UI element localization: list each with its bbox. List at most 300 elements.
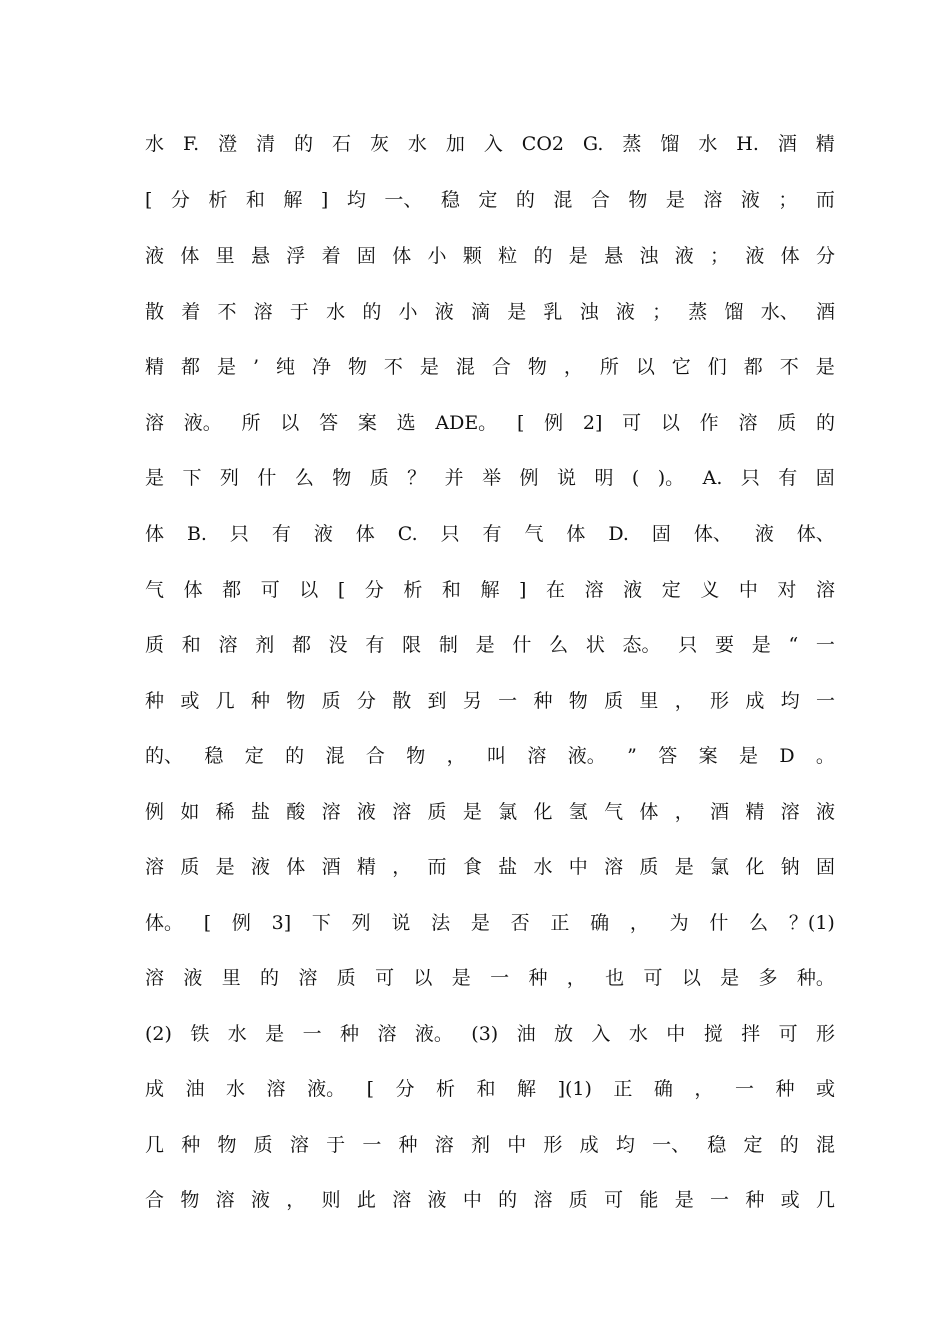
- text-token: 食: [462, 856, 482, 878]
- text-token: 混: [553, 189, 573, 211]
- text-token: 是: [145, 467, 165, 489]
- text-token: 中: [507, 1134, 527, 1156]
- text-token: 物: [347, 356, 367, 378]
- text-token: 以: [299, 579, 319, 601]
- text-token: 馏: [660, 133, 680, 155]
- text-token: (2): [145, 1023, 172, 1045]
- text-token: 并: [444, 467, 464, 489]
- text-token: 种: [145, 690, 165, 712]
- text-token: 作: [699, 412, 719, 434]
- text-token: 形: [710, 690, 730, 712]
- text-token: 酸: [286, 801, 306, 823]
- text-line: [145, 128, 835, 160]
- text-token: 态。: [622, 634, 661, 656]
- text-token: 是: [215, 856, 235, 878]
- text-token: 以: [660, 412, 680, 434]
- text-line: [145, 518, 835, 550]
- text-token: 中: [568, 856, 588, 878]
- text-line: [145, 907, 835, 939]
- text-token: 放: [554, 1023, 574, 1045]
- text-token: 体、: [796, 523, 835, 545]
- text-token: ；: [778, 189, 798, 211]
- text-token: 稳: [707, 1134, 727, 1156]
- text-token: 悬: [250, 245, 270, 267]
- text-token: 例: [231, 912, 251, 934]
- text-token: 溶: [434, 1134, 454, 1156]
- text-token: 是: [674, 1189, 694, 1211]
- text-line: [145, 574, 835, 606]
- text-token: 定: [478, 189, 498, 211]
- text-token: 中: [666, 1023, 686, 1045]
- text-token: ，: [566, 967, 586, 989]
- text-token: 氯: [498, 801, 518, 823]
- text-token: 质: [568, 1189, 588, 1211]
- text-token: 小: [427, 245, 447, 267]
- text-token: 是: [419, 356, 439, 378]
- text-token: 是: [568, 245, 588, 267]
- text-token: 体: [286, 856, 306, 878]
- text-token: 也: [605, 967, 625, 989]
- text-token: 固: [815, 467, 835, 489]
- text-token: 成: [145, 1078, 165, 1100]
- text-token: 举: [482, 467, 502, 489]
- text-token: 固: [356, 245, 376, 267]
- text-token: 不: [217, 301, 237, 323]
- text-token: 混: [325, 745, 345, 767]
- text-token: 而: [427, 856, 447, 878]
- text-token: 。: [815, 745, 835, 767]
- text-token: 溶: [604, 856, 624, 878]
- text-token: 和: [441, 579, 461, 601]
- text-token: 精: [815, 133, 835, 155]
- text-token: ，: [674, 690, 694, 712]
- text-token: 溶: [703, 189, 723, 211]
- text-token: 水: [326, 301, 346, 323]
- text-token: 能: [639, 1189, 659, 1211]
- text-token: 液: [145, 245, 165, 267]
- text-token: 多: [758, 967, 778, 989]
- text-token: 下: [311, 912, 331, 934]
- text-token: 义: [700, 579, 720, 601]
- text-token: 剂: [255, 634, 275, 656]
- text-token: 则: [321, 1189, 341, 1211]
- text-token: 物: [217, 1134, 237, 1156]
- text-token: 种: [398, 1134, 418, 1156]
- text-token: 什: [257, 467, 277, 489]
- text-line: [145, 1129, 835, 1161]
- text-token: 例: [145, 801, 165, 823]
- text-token: 是: [738, 745, 758, 767]
- text-token: 气: [604, 801, 624, 823]
- text-token: 而: [815, 189, 835, 211]
- text-token: 溶: [253, 301, 273, 323]
- text-token: 可: [778, 1023, 798, 1045]
- text-token: [: [203, 912, 212, 934]
- text-token: 分: [356, 690, 376, 712]
- text-token: 物: [568, 690, 588, 712]
- text-token: 化: [533, 801, 553, 823]
- text-token: 可: [643, 967, 663, 989]
- text-token: 或: [815, 1078, 835, 1100]
- text-token: 灰: [369, 133, 389, 155]
- text-token: 形: [543, 1134, 563, 1156]
- text-token: [: [366, 1078, 374, 1100]
- text-token: 精: [745, 801, 765, 823]
- text-token: 溶: [527, 745, 547, 767]
- text-token: 剂: [470, 1134, 490, 1156]
- text-token: 和: [245, 189, 265, 211]
- text-token: 的、: [145, 745, 184, 767]
- text-token: 为: [669, 912, 689, 934]
- text-token: 溶: [780, 801, 800, 823]
- text-token: 可: [622, 412, 642, 434]
- text-token: F.: [182, 133, 200, 155]
- text-token: 明: [594, 467, 614, 489]
- text-token: 液: [356, 801, 376, 823]
- text-token: 中: [738, 579, 758, 601]
- text-token: 蒸: [622, 133, 642, 155]
- text-token: 均: [346, 189, 366, 211]
- text-line: [145, 685, 835, 717]
- text-token: 蒸: [688, 301, 708, 323]
- text-token: 所: [599, 356, 619, 378]
- text-token: 的: [533, 245, 553, 267]
- text-token: 质: [427, 801, 447, 823]
- text-token: 和: [181, 634, 201, 656]
- text-token: 液: [313, 523, 333, 545]
- text-token: 析: [436, 1078, 456, 1100]
- text-token: 的: [285, 745, 305, 767]
- text-token: A.: [702, 467, 723, 489]
- text-token: 散: [392, 690, 412, 712]
- text-token: 体、: [693, 523, 732, 545]
- text-token: 是: [470, 912, 490, 934]
- text-token: 解: [517, 1078, 537, 1100]
- text-token: 只: [229, 523, 249, 545]
- text-token: 是: [720, 967, 740, 989]
- text-token: 物: [286, 690, 306, 712]
- text-token: 一: [490, 967, 510, 989]
- text-token: 液。: [307, 1078, 346, 1100]
- text-line: [145, 1073, 835, 1105]
- text-token: 例: [519, 467, 539, 489]
- text-token: 种: [745, 1189, 765, 1211]
- text-token: 精: [356, 856, 376, 878]
- text-token: 溶: [215, 1189, 235, 1211]
- text-token: 固: [651, 523, 671, 545]
- text-token: “: [788, 634, 799, 656]
- text-token: 气: [145, 579, 165, 601]
- text-token: 有: [365, 634, 385, 656]
- text-token: 入: [483, 133, 503, 155]
- text-token: D: [779, 745, 795, 767]
- text-token: ；: [710, 245, 730, 267]
- text-token: ，: [694, 1078, 714, 1100]
- text-token: 液: [250, 856, 270, 878]
- text-token: 里: [215, 245, 235, 267]
- text-line: [145, 240, 835, 272]
- text-token: 们: [707, 356, 727, 378]
- text-token: 么: [549, 634, 569, 656]
- text-token: 物: [628, 189, 648, 211]
- text-token: 有: [271, 523, 291, 545]
- text-line: [145, 407, 835, 439]
- text-token: 到: [427, 690, 447, 712]
- text-token: 液: [745, 245, 765, 267]
- text-token: 或: [180, 690, 200, 712]
- text-token: ]: [519, 579, 527, 601]
- text-token: 液。: [183, 412, 222, 434]
- text-token: ，: [674, 801, 694, 823]
- text-token: 所: [241, 412, 261, 434]
- text-token: 制: [438, 634, 458, 656]
- text-token: 水: [227, 1023, 247, 1045]
- text-token: D.: [608, 523, 629, 545]
- text-token: 物: [332, 467, 352, 489]
- text-token: 溶: [298, 967, 318, 989]
- text-token: 于: [289, 301, 309, 323]
- text-token: 物: [180, 1189, 200, 1211]
- text-token: 加: [445, 133, 465, 155]
- text-token: G.: [582, 133, 604, 155]
- text-token: 确: [590, 912, 610, 934]
- text-line: [145, 1184, 835, 1216]
- text-token: 液: [623, 579, 643, 601]
- text-token: 另: [462, 690, 482, 712]
- text-token: 物: [527, 356, 547, 378]
- text-token: 悬: [604, 245, 624, 267]
- text-token: 浊: [579, 301, 599, 323]
- text-token: 物: [406, 745, 426, 767]
- text-line: [145, 296, 835, 328]
- text-token: 可: [604, 1189, 624, 1211]
- text-token: 都: [743, 356, 763, 378]
- text-token: (3): [471, 1023, 499, 1045]
- text-token: 里: [639, 690, 659, 712]
- text-token: 成: [745, 690, 765, 712]
- text-token: 可: [260, 579, 280, 601]
- text-token: 3]: [271, 912, 292, 934]
- text-token: 种。: [796, 967, 835, 989]
- text-token: 体。: [145, 912, 184, 934]
- text-token: 一: [734, 1078, 754, 1100]
- text-token: 酒: [321, 856, 341, 878]
- text-token: 一: [815, 690, 835, 712]
- text-token: 散: [145, 301, 165, 323]
- text-token: 着: [321, 245, 341, 267]
- text-token: B.: [186, 523, 207, 545]
- text-token: 稀: [215, 801, 235, 823]
- text-token: 酒: [815, 301, 835, 323]
- text-token: 确: [653, 1078, 673, 1100]
- text-token: [: [337, 579, 346, 601]
- text-token: ，: [392, 856, 412, 878]
- text-token: 液: [815, 801, 835, 823]
- text-token: 一、: [652, 1134, 691, 1156]
- text-token: 以: [280, 412, 300, 434]
- text-token: 溶: [584, 579, 604, 601]
- text-token: 溶: [815, 579, 835, 601]
- text-token: ，: [286, 1189, 306, 1211]
- text-token: 分: [170, 189, 190, 211]
- text-token: 没: [328, 634, 348, 656]
- text-token: H.: [736, 133, 759, 155]
- text-token: 液: [740, 189, 760, 211]
- text-token: 什: [709, 912, 729, 934]
- text-token: 有: [778, 467, 798, 489]
- text-token: 液: [183, 967, 203, 989]
- text-token: 形: [815, 1023, 835, 1045]
- text-token: 一、: [384, 189, 423, 211]
- text-token: CO2: [521, 133, 564, 155]
- text-token: 种: [340, 1023, 360, 1045]
- text-token: 正: [550, 912, 570, 934]
- text-token: 是: [507, 301, 527, 323]
- text-token: 质: [639, 856, 659, 878]
- text-token: 粒: [498, 245, 518, 267]
- text-token: 溶: [145, 412, 165, 434]
- text-token: 溶: [377, 1023, 397, 1045]
- text-token: 纯: [275, 356, 295, 378]
- text-token: 合: [365, 745, 385, 767]
- text-token: 酒: [710, 801, 730, 823]
- text-token: 馏: [724, 301, 744, 323]
- text-token: 的: [362, 301, 382, 323]
- text-token: 体: [392, 245, 412, 267]
- text-token: 在: [546, 579, 566, 601]
- text-token: 都: [180, 356, 200, 378]
- text-token: 液。: [567, 745, 606, 767]
- text-token: 拌: [741, 1023, 761, 1045]
- text-token: ，: [629, 912, 649, 934]
- text-token: 以: [681, 967, 701, 989]
- text-token: 溶: [145, 856, 165, 878]
- text-token: 质: [369, 467, 389, 489]
- text-token: 只: [678, 634, 698, 656]
- text-token: 么: [294, 467, 314, 489]
- text-token: 么: [749, 912, 769, 934]
- text-token: 种: [533, 690, 553, 712]
- text-token: 说: [391, 912, 411, 934]
- text-token: 分: [815, 245, 835, 267]
- text-token: 列: [219, 467, 239, 489]
- text-token: 是: [674, 856, 694, 878]
- text-token: C.: [397, 523, 418, 545]
- text-token: 钠: [780, 856, 800, 878]
- text-token: 对: [777, 579, 797, 601]
- text-token: 水、: [760, 301, 799, 323]
- text-token: 的: [515, 189, 535, 211]
- text-token: 着: [181, 301, 201, 323]
- text-token: 质: [777, 412, 797, 434]
- text-token: 净: [311, 356, 331, 378]
- text-token: 是: [265, 1023, 285, 1045]
- text-token: 一: [815, 634, 835, 656]
- text-line: [145, 962, 835, 994]
- text-token: 定: [661, 579, 681, 601]
- text-token: 的: [779, 1134, 799, 1156]
- text-token: 搅: [703, 1023, 723, 1045]
- text-token: 种: [775, 1078, 795, 1100]
- text-token: 混: [455, 356, 475, 378]
- text-token: 浮: [286, 245, 306, 267]
- text-token: 是: [475, 634, 495, 656]
- text-token: 中: [462, 1189, 482, 1211]
- text-token: 清: [256, 133, 276, 155]
- text-token: 质: [321, 690, 341, 712]
- text-line: [145, 351, 835, 383]
- text-token: 里: [221, 967, 241, 989]
- text-token: 定: [244, 745, 264, 767]
- text-token: 析: [403, 579, 423, 601]
- text-token: 一: [302, 1023, 322, 1045]
- text-token: 合: [491, 356, 511, 378]
- text-token: 分: [395, 1078, 415, 1100]
- text-token: 浊: [639, 245, 659, 267]
- text-token: ，: [563, 356, 583, 378]
- text-token: 溶: [392, 1189, 412, 1211]
- text-token: 质: [145, 634, 165, 656]
- text-token: 稳: [440, 189, 460, 211]
- text-token: 水: [698, 133, 718, 155]
- text-token: ’: [252, 356, 259, 378]
- text-token: 液: [615, 301, 635, 323]
- text-token: 盐: [250, 801, 270, 823]
- text-token: 盐: [498, 856, 518, 878]
- text-token: 溶: [533, 1189, 553, 1211]
- text-token: 溶: [266, 1078, 286, 1100]
- text-token: 溶: [392, 801, 412, 823]
- text-token: 液。: [414, 1023, 453, 1045]
- text-token: 的: [260, 967, 280, 989]
- text-token: 析: [208, 189, 228, 211]
- text-token: 气: [524, 523, 544, 545]
- text-token: 例: [544, 412, 564, 434]
- text-token: 水: [628, 1023, 648, 1045]
- text-token: 列: [351, 912, 371, 934]
- text-token: 几: [815, 1189, 835, 1211]
- text-token: ；: [652, 301, 672, 323]
- text-token: 是: [451, 967, 471, 989]
- text-token: 几: [215, 690, 235, 712]
- text-token: 体: [145, 523, 165, 545]
- text-token: 答: [319, 412, 339, 434]
- text-token: 体: [183, 579, 203, 601]
- text-token: 体: [566, 523, 586, 545]
- text-token: 的: [815, 412, 835, 434]
- text-token: 体: [180, 245, 200, 267]
- text-token: 和: [476, 1078, 496, 1100]
- text-token: 质: [336, 967, 356, 989]
- text-token: 不: [383, 356, 403, 378]
- text-token: 质: [604, 690, 624, 712]
- text-token: 的: [294, 133, 314, 155]
- text-token: 合: [590, 189, 610, 211]
- text-token: 一: [362, 1134, 382, 1156]
- text-token: 限: [402, 634, 422, 656]
- text-token: 分: [364, 579, 384, 601]
- text-token: 有: [482, 523, 502, 545]
- text-token: 于: [326, 1134, 346, 1156]
- text-line: [145, 462, 835, 494]
- text-token: ？: [407, 467, 427, 489]
- text-token: 铁: [190, 1023, 210, 1045]
- text-line: [145, 1018, 835, 1050]
- text-token: 种: [250, 690, 270, 712]
- text-token: 是: [815, 356, 835, 378]
- text-token: 它: [671, 356, 691, 378]
- text-token: 溶: [218, 634, 238, 656]
